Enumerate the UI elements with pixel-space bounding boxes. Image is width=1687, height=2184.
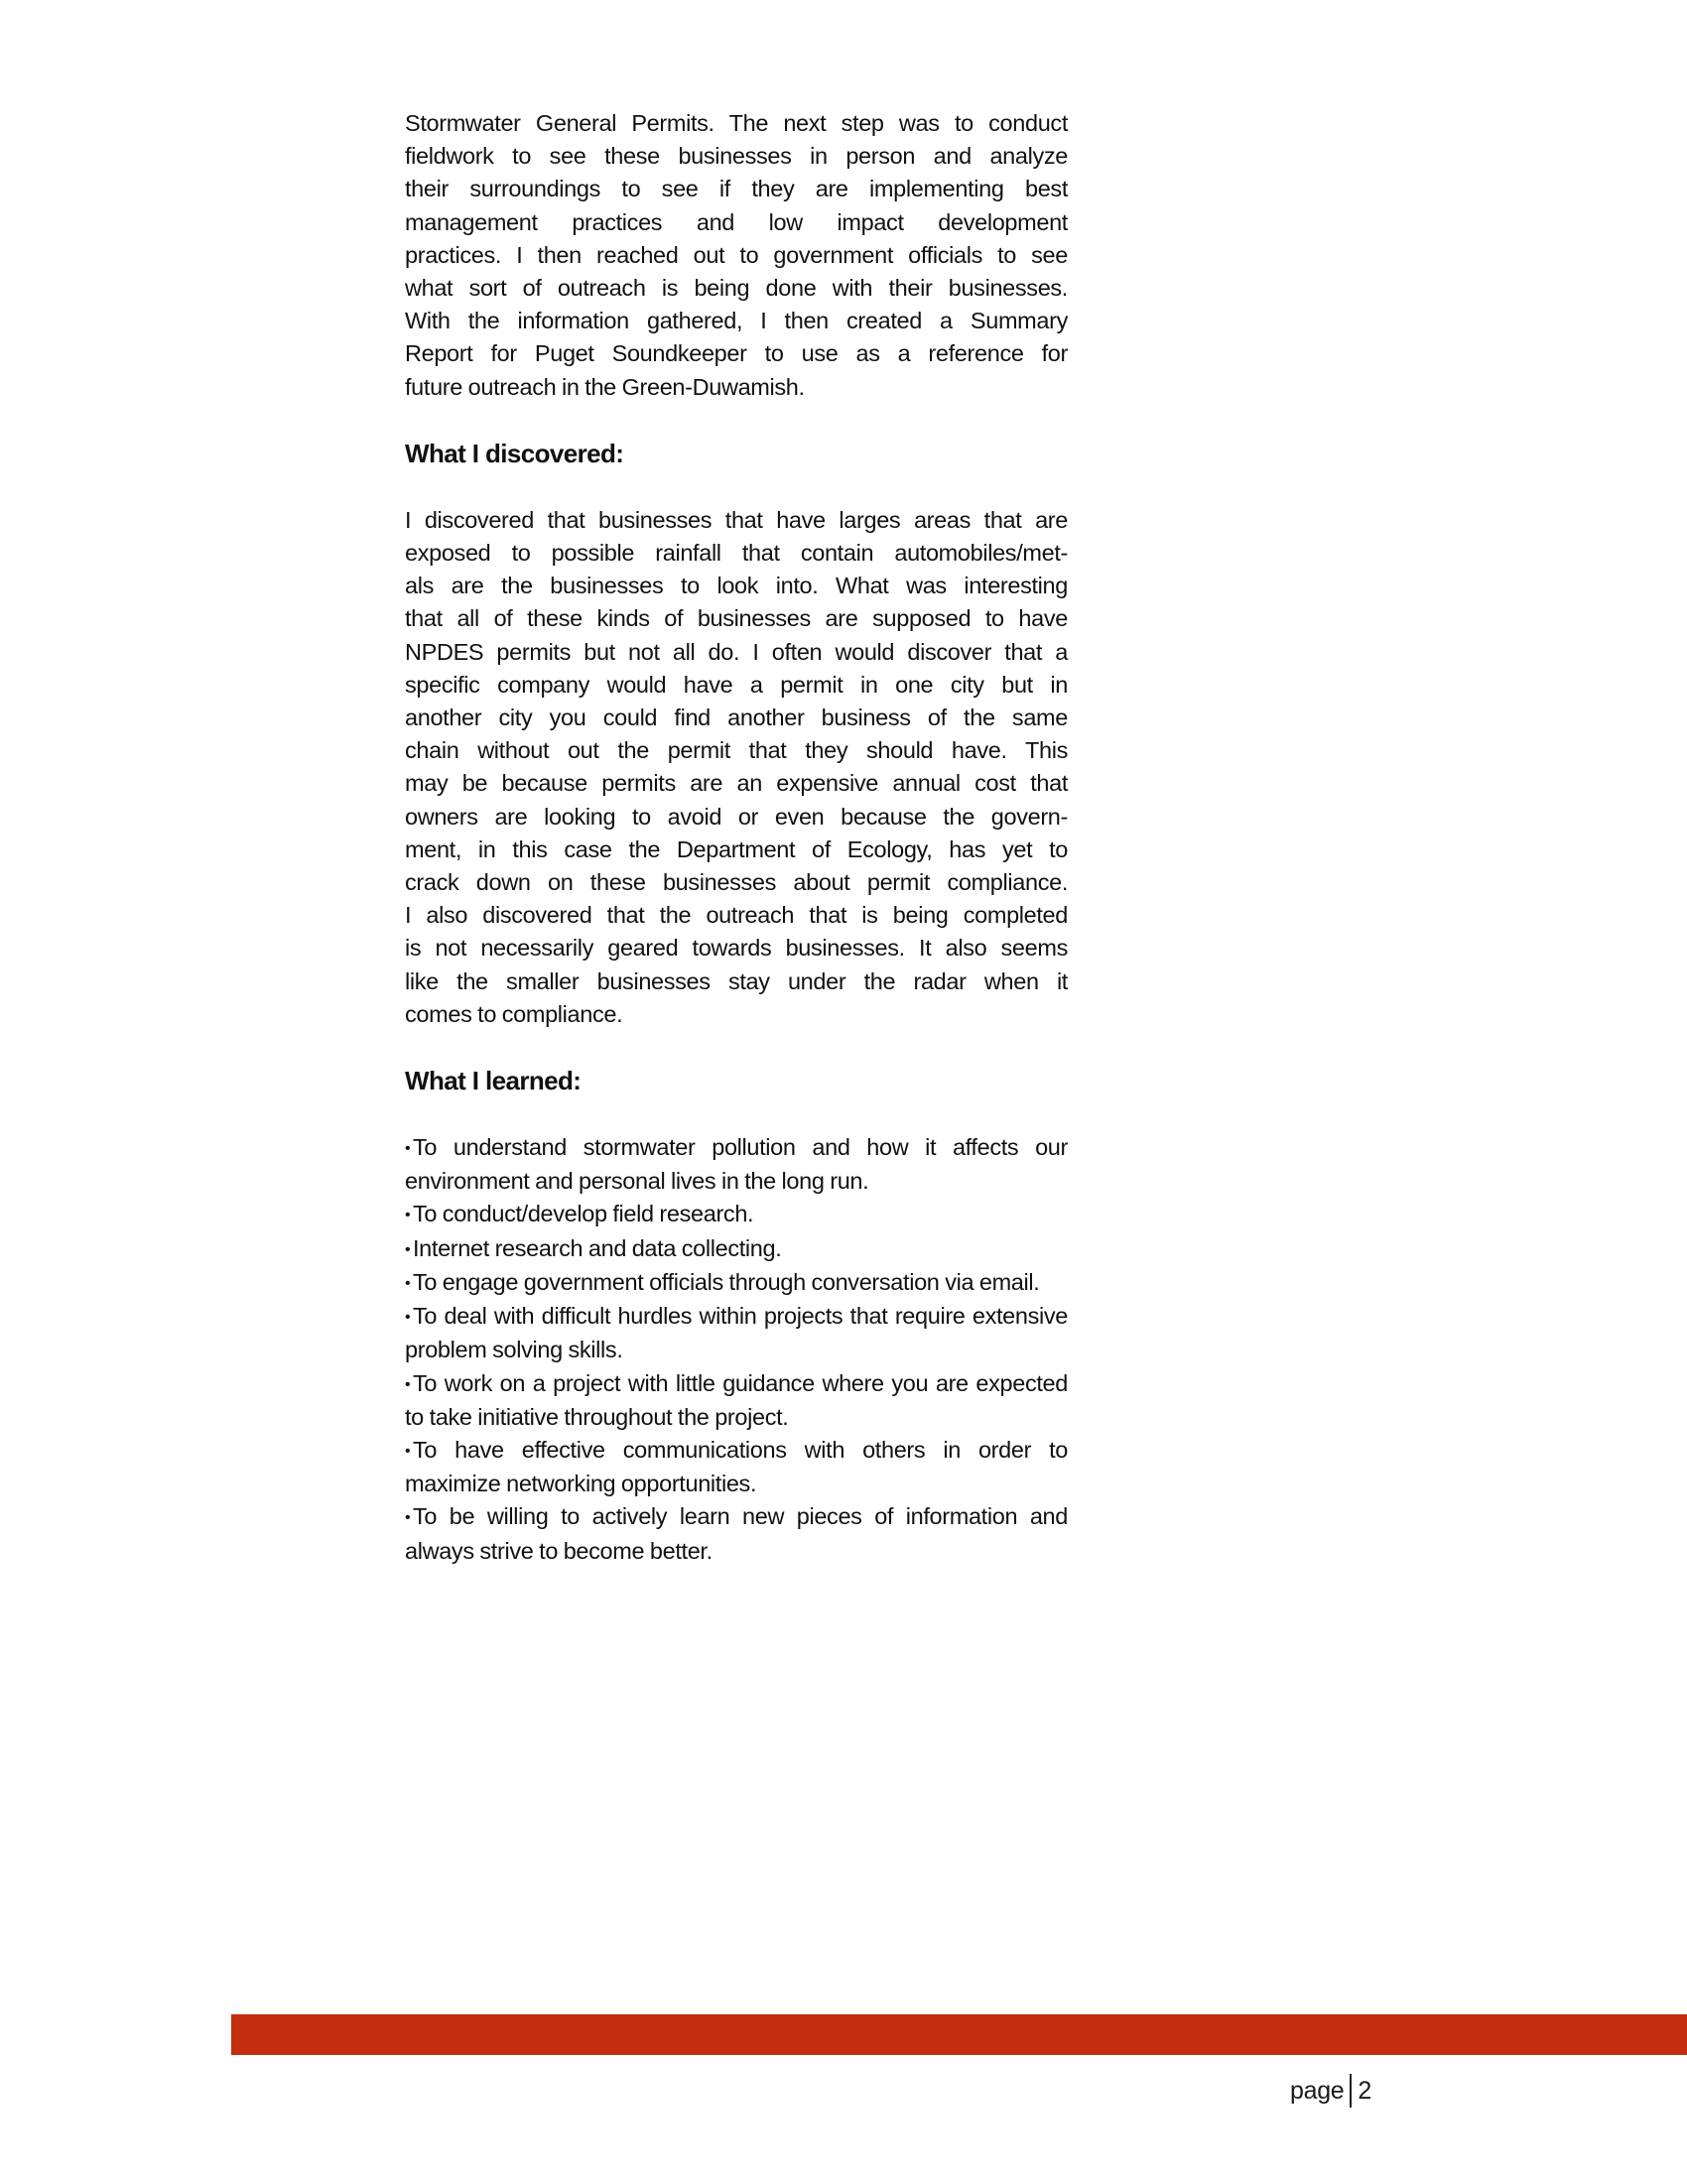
text-line: their surroundings to see if they are implementing best xyxy=(405,176,1068,202)
page-separator xyxy=(1350,2074,1352,2108)
text-line: ment, in this case the Department of Ecology, has yet to xyxy=(405,835,1068,862)
list-item xyxy=(405,1367,1068,1434)
text-line: I also discovered that the outreach that is being completed xyxy=(405,902,1068,929)
list-item xyxy=(405,1131,1068,1198)
list-item-text: To deal with difficult hurdles within projects that require extensive problem solving skills. xyxy=(405,1303,1068,1363)
text-line: With the information gathered, I then created a Summary xyxy=(405,308,1068,334)
text-line: another city you could find another business of the same xyxy=(405,705,1068,731)
text-line: that all of these kinds of businesses are supposed to have xyxy=(405,605,1068,632)
text-line: comes to compliance. xyxy=(405,1000,623,1027)
text-line: like the smaller businesses stay under the radar when it xyxy=(405,967,1068,994)
text-line: I discovered that businesses that have larges areas that are xyxy=(405,506,1068,533)
list-item xyxy=(405,1198,1068,1231)
text-line: specific company would have a permit in one city but in xyxy=(405,671,1068,698)
bullet-icon: • xyxy=(405,1274,411,1292)
text-line: what sort of outreach is being done with their businesses. xyxy=(405,275,1068,302)
learned-list xyxy=(405,1131,1068,1568)
section-heading-learned: What I learned: xyxy=(405,1066,582,1096)
text-line: Report for Puget Soundkeeper to use as a reference for xyxy=(405,340,1068,367)
text-line: fieldwork to see these businesses in person and analyze xyxy=(405,143,1068,170)
list-item xyxy=(405,1266,1068,1300)
document-body xyxy=(405,107,1068,1568)
bullet-icon: • xyxy=(405,1207,411,1224)
list-item xyxy=(405,1300,1068,1366)
list-item-text: To conduct/develop field research. xyxy=(413,1201,754,1227)
list-item-text: To work on a project with little guidance where you are expected to take initiative throughout the project. xyxy=(405,1369,1068,1430)
list-item-text: To understand stormwater pollution and how it affects our environment and personal lives in the long run. xyxy=(405,1134,1068,1195)
list-item xyxy=(405,1500,1068,1567)
bullet-icon: • xyxy=(405,1442,411,1460)
page-label: page xyxy=(1290,2076,1345,2105)
text-line: exposed to possible rainfall that contain automobiles/met- xyxy=(405,540,1068,567)
text-line: NPDES permits but not all do. I often would discover that a xyxy=(405,638,1068,665)
text-line: is not necessarily geared towards businesses. It also seems xyxy=(405,935,1068,962)
text-line: chain without out the permit that they should have. This xyxy=(405,737,1068,764)
list-item-text: To engage government officials through conversation via email. xyxy=(413,1268,1040,1295)
bullet-icon: • xyxy=(405,1375,411,1393)
bullet-icon: • xyxy=(405,1240,411,1258)
text-line: future outreach in the Green-Duwamish. xyxy=(405,373,805,400)
text-line: may be because permits are an expensive annual cost that xyxy=(405,770,1068,797)
list-item-text: Internet research and data collecting. xyxy=(413,1234,782,1261)
list-item-text: To be willing to actively learn new pieces of information and always strive to become better. xyxy=(405,1503,1068,1564)
bullet-icon: • xyxy=(405,1509,411,1527)
text-line: owners are looking to avoid or even because the govern- xyxy=(405,803,1068,830)
intro-paragraph xyxy=(405,107,1068,404)
section-heading-discovered: What I discovered: xyxy=(405,438,624,468)
list-item-text: To have effective communications with others in order to maximize networking opportunities. xyxy=(405,1436,1068,1497)
bullet-icon: • xyxy=(405,1140,411,1158)
footer-accent-bar xyxy=(231,2014,1687,2055)
list-item xyxy=(405,1434,1068,1500)
discovered-paragraph xyxy=(405,504,1068,1031)
list-item xyxy=(405,1232,1068,1266)
text-line: Stormwater General Permits. The next step was to conduct xyxy=(405,110,1068,136)
text-line: crack down on these businesses about permit compliance. xyxy=(405,869,1068,896)
bullet-icon: • xyxy=(405,1309,411,1327)
text-line: als are the businesses to look into. What was interesting xyxy=(405,573,1068,599)
text-line: practices. I then reached out to government officials to see xyxy=(405,241,1068,268)
page-number xyxy=(1290,2074,1371,2108)
page-number-value: 2 xyxy=(1358,2076,1372,2105)
text-line: management practices and low impact development xyxy=(405,208,1068,235)
